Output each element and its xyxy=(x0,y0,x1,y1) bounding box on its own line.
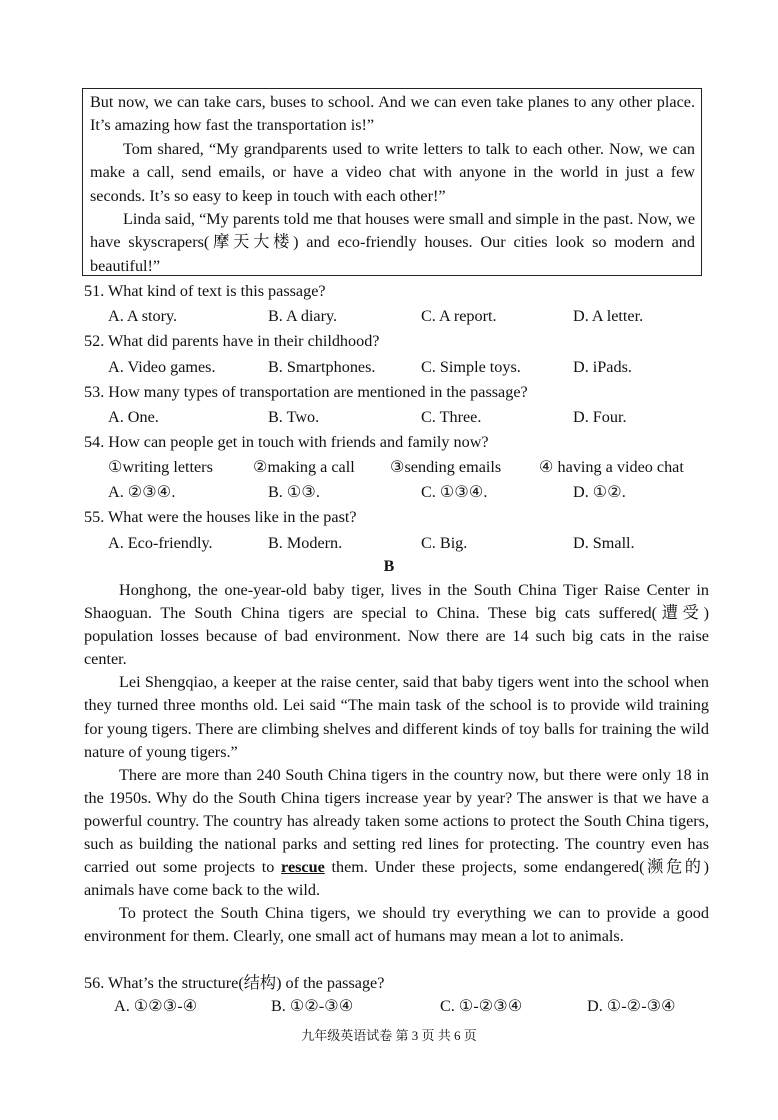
section-b-paragraph-1: Honghong, the one-year-old baby tiger, lives in the South China Tiger Raise Center in Shaoguan. The South China tigers are special to China. These big cats suffered(遭受) population losses because of bad environment. Now there are 14 such big cats in the raise center. xyxy=(84,581,709,669)
paragraph-3-text-a: There are more than 240 South China tigers in the country now, but there were only 18 in the 1950s. Why do the South China tigers increase year by year? The answer is that we have a powerful country. The country has already taken some actions to protect the South China tigers, such as building the national parks and setting red lines for protecting. The country even has carried out some projects to xyxy=(84,765,709,877)
q51-option-c[interactable]: C. A report. xyxy=(421,307,497,325)
q56-option-c[interactable]: C. ①-②③④ xyxy=(440,997,523,1015)
q51-option-b[interactable]: B. A diary. xyxy=(268,307,338,325)
q52-option-d[interactable]: D. iPads. xyxy=(573,358,632,376)
paragraph-3-text-b: them. Under these projects, some endangered(濒危的) animals have come back to the wild. xyxy=(84,858,709,900)
section-b-paragraph-3 xyxy=(84,764,709,903)
q54-option-a[interactable]: A. ②③④. xyxy=(108,483,176,501)
box-paragraph-3: Linda said, “My parents told me that houses were small and simple in the past. Now, we have skyscrapers(摩天大楼) and eco-friendly houses. Our cities look so modern and beautiful!” xyxy=(90,210,695,275)
q54-item-2: ②making a call xyxy=(253,458,355,476)
passage-box xyxy=(82,88,702,276)
q55-option-d[interactable]: D. Small. xyxy=(573,534,635,552)
question-53: 53. How many types of transportation are mentioned in the passage? xyxy=(84,383,528,401)
q53-option-c[interactable]: C. Three. xyxy=(421,408,482,426)
page-footer: 九年级英语试卷 第 3 页 共 6 页 xyxy=(301,1028,477,1043)
q55-option-b[interactable]: B. Modern. xyxy=(268,534,343,552)
section-b-paragraph-4: To protect the South China tigers, we should try everything we can to provide a good environment for them. Clearly, one small act of humans may mean a lot to animals. xyxy=(84,904,709,946)
keyword-rescue: rescue xyxy=(281,858,325,877)
q54-option-d[interactable]: D. ①②. xyxy=(573,483,626,501)
q54-item-3: ③sending emails xyxy=(390,458,502,476)
section-b-heading: B xyxy=(383,558,395,575)
q52-option-a[interactable]: A. Video games. xyxy=(108,358,216,376)
q54-item-4: ④ having a video chat xyxy=(539,458,684,476)
section-b-passage xyxy=(84,579,709,949)
question-54: 54. How can people get in touch with friends and family now? xyxy=(84,433,489,451)
q51-option-d[interactable]: D. A letter. xyxy=(573,307,644,325)
box-paragraph-1: But now, we can take cars, buses to school. And we can even take planes to any other place. It’s amazing how fast the transportation is!” xyxy=(90,93,695,135)
q56-option-a[interactable]: A. ①②③-④ xyxy=(114,997,198,1015)
q55-option-a[interactable]: A. Eco-friendly. xyxy=(108,534,213,552)
question-51: 51. What kind of text is this passage? xyxy=(84,282,326,300)
q53-option-a[interactable]: A. One. xyxy=(108,408,159,426)
q56-option-b[interactable]: B. ①②-③④ xyxy=(271,997,354,1015)
q54-option-b[interactable]: B. ①③. xyxy=(268,483,320,501)
q55-option-c[interactable]: C. Big. xyxy=(421,534,468,552)
q52-option-c[interactable]: C. Simple toys. xyxy=(421,358,521,376)
question-52: 52. What did parents have in their childhood? xyxy=(84,332,380,350)
q56-option-d[interactable]: D. ①-②-③④ xyxy=(587,997,676,1015)
q52-option-b[interactable]: B. Smartphones. xyxy=(268,358,376,376)
q54-item-1: ①writing letters xyxy=(108,458,213,476)
question-55: 55. What were the houses like in the past? xyxy=(84,508,357,526)
q53-option-b[interactable]: B. Two. xyxy=(268,408,320,426)
box-paragraph-2: Tom shared, “My grandparents used to write letters to talk to each other. Now, we can make a call, send emails, or have a video chat with anyone in the world in just a few seconds. It’s so easy to keep in touch with each other!” xyxy=(90,139,695,205)
q54-option-c[interactable]: C. ①③④. xyxy=(421,483,488,501)
question-56: 56. What’s the structure(结构) of the passage? xyxy=(84,974,385,992)
q51-option-a[interactable]: A. A story. xyxy=(108,307,178,325)
q53-option-d[interactable]: D. Four. xyxy=(573,408,627,426)
section-b-paragraph-2: Lei Shengqiao, a keeper at the raise center, said that baby tigers went into the school when they turned three months old. Lei said “The main task of the school is to provide wild training for young tigers. There are climbing shelves and different kinds of toy balls for training the wild nature of young tigers.” xyxy=(84,673,709,761)
